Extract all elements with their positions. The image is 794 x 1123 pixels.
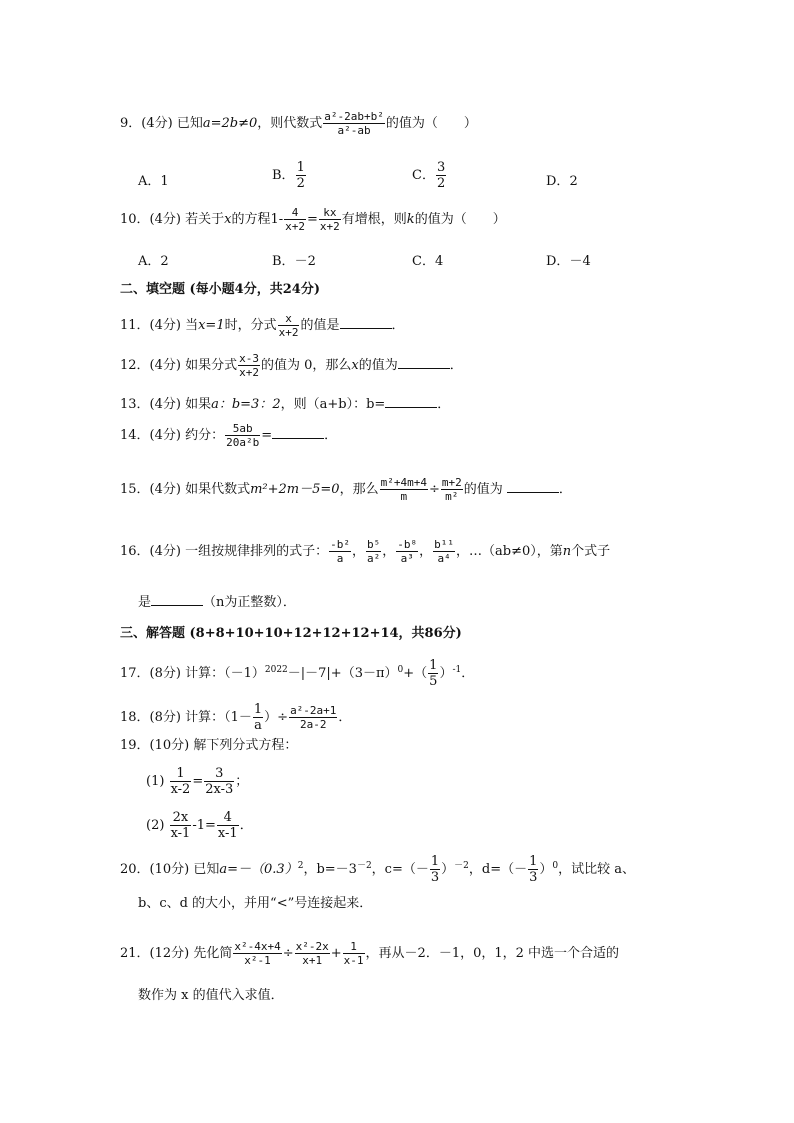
q9-option-d[interactable]: D．2 (546, 174, 578, 189)
question-21: 21．(12分) 先化简 $\frac{\text{x²-4x+4}}{\text{x²-1}}$ ÷ $\frac{\text{x²-2x}}{x+1}$ + $\frac{1}{x-1}$ ，再从－2．－1，0，1，2 中选一个合适的 (120, 940, 620, 967)
q21-fraction-2: $\frac{\text{x²-2x}}{x+1}$ (295, 940, 329, 967)
q10-option-a[interactable]: A．2 (138, 254, 169, 269)
q9-stem-b: ，则代数式 (257, 116, 323, 131)
q19-p1-left: $\frac{1}{x-2}$ (170, 766, 191, 797)
question-21-line-2: 数作为 x 的值代入求值． (138, 988, 284, 1003)
q10-fraction-1: $\frac{4}{x+2}$ (285, 206, 305, 233)
q10-fraction-2: $\frac{kx}{x+2}$ (319, 206, 340, 233)
question-18: 18．(8分) 计算：（1－ $\frac{1}{a}$ ）÷ $\frac{\text{a²-2a+1}}{2a-2}$ ． (120, 702, 352, 733)
q19-p2-right: $\frac{4}{x-1}$ (217, 810, 238, 841)
q15-fraction-1: $\frac{\text{m²+4m+4}}{m}$ (380, 476, 427, 503)
q18-fraction-2: $\frac{\text{a²-2a+1}}{2a-2}$ (290, 704, 337, 731)
q16-term-4: $\frac{\text{b¹¹}}{\text{a⁴}}$ (434, 538, 455, 565)
question-17: 17．(8分) 计算：$(-1)^{2022}-|-7|+(3-\pi)^0+$（ $\frac{1}{5}$ ）$^{-1}$． (120, 658, 475, 689)
q9-fraction: $\frac{\text{a²-2ab+b²}}{\text{a²-ab}}$ (324, 110, 384, 137)
q16-answer-blank[interactable] (151, 594, 203, 606)
q17-fraction: $\frac{1}{5}$ (429, 658, 438, 689)
question-15: 15．(4分) 如果代数式m²+2m－5=0，那么 $\frac{\text{m²+4m+4}}{m}$ ÷ $\frac{m+2}{\text{m²}}$ 的值为 ． (120, 476, 572, 503)
question-19: 19．(10分) 解下列分式方程： (120, 738, 298, 753)
q9-condition: a=2b≠0 (202, 116, 258, 131)
q12-fraction: $\frac{x-3}{x+2}$ (239, 352, 259, 379)
q16-term-1: $\frac{\text{-b²}}{a}$ (330, 538, 350, 565)
q14-answer-blank[interactable] (272, 427, 324, 439)
question-20-line-2: b、c、d 的大小，并用“<”号连接起来． (138, 896, 373, 911)
q9-option-c[interactable]: C． $\frac{3}{2}$ (412, 160, 446, 191)
question-10: 10．(4分) 若关于x的方程1- $\frac{4}{x+2}$ = $\frac{kx}{x+2}$ 有增根，则k的值为（ ） (120, 206, 506, 233)
q10-option-b[interactable]: B．－2 (272, 254, 316, 269)
q21-fraction-3: $\frac{1}{x-1}$ (343, 940, 364, 967)
question-19-part-2: (2) $\frac{2x}{x-1}$ -1= $\frac{4}{x-1}$ ． (146, 810, 253, 841)
question-16: 16．(4分) 一组按规律排列的式子： $\frac{\text{-b²}}{a}$ ， $\frac{\text{b⁵}}{\text{a²}}$ ， $\frac{\text{-b⁸}}{\text{a³}}$ ， $\frac{\text{b¹¹}}{\text{a⁴}}$ ，…（ab≠0），第n个式子 (120, 538, 611, 565)
q19-p2-left: $\frac{2x}{x-1}$ (170, 810, 191, 841)
q10-option-d[interactable]: D．－4 (546, 254, 591, 269)
q9-option-b[interactable]: B． $\frac{1}{2}$ (272, 160, 305, 191)
question-13: 13．(4分) 如果a：b=3：2，则（a+b）：b= ． (120, 397, 451, 412)
q19-p1-right: $\frac{3}{2x-3}$ (205, 766, 234, 797)
q14-fraction: $\frac{5ab}{\text{20a²b}}$ (226, 422, 260, 449)
q16-term-2: $\frac{\text{b⁵}}{\text{a²}}$ (366, 538, 381, 565)
q18-fraction-1: $\frac{1}{a}$ (253, 702, 263, 733)
q11-answer-blank[interactable] (340, 317, 392, 329)
question-19-part-1: (1) $\frac{1}{x-2}$ = $\frac{3}{2x-3}$ ； (146, 766, 249, 797)
section-heading-fill-in: 二、填空题 (每小题4分，共24分) (120, 282, 320, 297)
q9-option-a[interactable]: A．1 (138, 174, 169, 189)
question-16-line-2: 是 （n为正整数）． (138, 595, 296, 610)
q21-fraction-1: $\frac{\text{x²-4x+4}}{\text{x²-1}}$ (234, 940, 281, 967)
q15-fraction-2: $\frac{m+2}{\text{m²}}$ (441, 476, 462, 503)
q9-stem: 9．(4分) 已知 (120, 116, 203, 131)
q16-term-3: $\frac{\text{-b⁸}}{\text{a³}}$ (397, 538, 418, 565)
q15-answer-blank[interactable] (507, 481, 559, 493)
q12-answer-blank[interactable] (398, 357, 450, 369)
q9-stem-c: 的值为（ ） (385, 116, 477, 131)
q20-fraction-d: $\frac{1}{3}$ (529, 854, 538, 885)
q20-fraction-c: $\frac{1}{3}$ (430, 854, 440, 885)
q13-answer-blank[interactable] (385, 396, 437, 408)
question-12: 12．(4分) 如果分式 $\frac{x-3}{x+2}$ 的值为 0，那么x的值为 ． (120, 352, 463, 379)
q10-option-c[interactable]: C．4 (412, 254, 444, 269)
question-20: 20．(10分) 已知$a=-(0.3)^2$，$b=-3^{-2}$，c=（－ $\frac{1}{3}$ ）$^{-2}$，d=（－ $\frac{1}{3}$ ）$^0$，试比较 a、 (120, 854, 636, 885)
question-14: 14．(4分) 约分： $\frac{5ab}{\text{20a²b}}$ = ． (120, 422, 338, 449)
section-heading-solutions: 三、解答题 (8+8+10+10+12+12+12+14，共86分) (120, 626, 462, 641)
question-11: 11．(4分) 当x=1时，分式 $\frac{x}{x+2}$ 的值是 ． (120, 312, 405, 339)
q11-fraction: $\frac{x}{x+2}$ (278, 312, 299, 339)
question-9 (120, 110, 477, 137)
